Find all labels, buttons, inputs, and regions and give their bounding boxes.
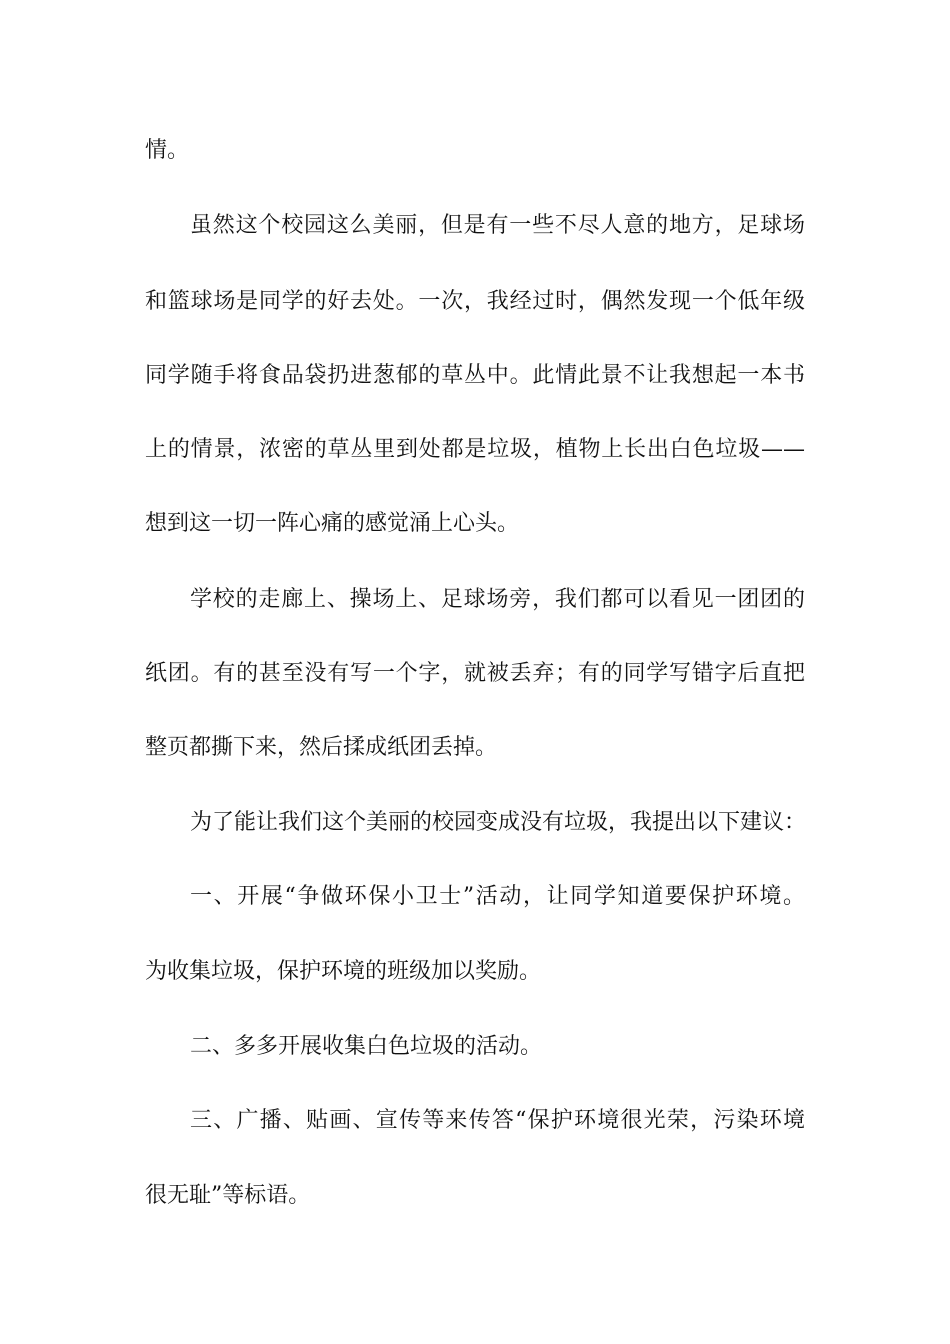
- text-line: 情。: [145, 138, 190, 163]
- text-line: 为了能让我们这个美丽的校园变成没有垃圾，我提出以下建议：: [190, 810, 807, 835]
- text-line: 很无耻”等标语。: [145, 1183, 311, 1208]
- text-line: 整页都撕下来，然后揉成纸团丢掉。: [145, 735, 498, 760]
- text-line: 和篮球场是同学的好去处。一次，我经过时，偶然发现一个低年级: [145, 289, 805, 314]
- text-line: 纸团。有的甚至没有写一个字，就被丢弃；有的同学写错字后直把: [145, 661, 805, 686]
- text-line: 想到这一切一阵心痛的感觉涌上心头。: [145, 511, 520, 536]
- text-line: 同学随手将食品袋扔进葱郁的草丛中。此情此景不让我想起一本书: [145, 363, 805, 388]
- text-line: 虽然这个校园这么美丽，但是有一些不尽人意的地方，足球场: [190, 213, 805, 238]
- text-line: 一、开展“争做环保小卫士”活动，让同学知道要保护环境。: [190, 884, 805, 909]
- text-line: 二、多多开展收集白色垃圾的活动。: [190, 1034, 543, 1059]
- text-line: 学校的走廊上、操场上、足球场旁，我们都可以看见一团团的: [190, 587, 805, 612]
- text-line: 为收集垃圾，保护环境的班级加以奖励。: [145, 959, 542, 984]
- text-line: 上的情景，浓密的草丛里到处都是垃圾，植物上长出白色垃圾——: [145, 437, 805, 462]
- text-line: 三、广播、贴画、宣传等来传答“保护环境很光荣，污染环境: [190, 1108, 805, 1133]
